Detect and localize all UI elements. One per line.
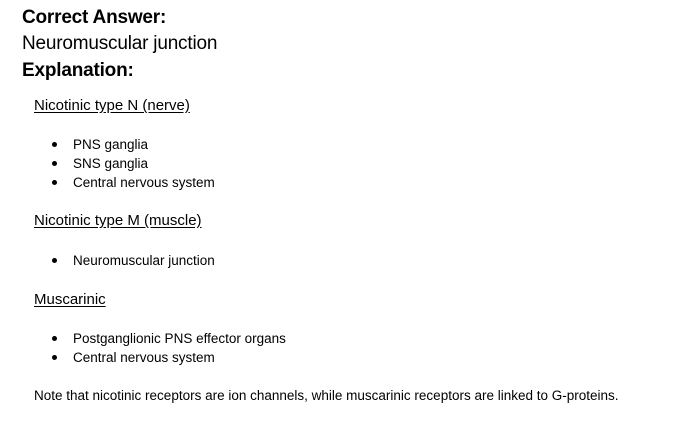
list-item [34,348,286,367]
bullet-list-muscarinic [34,329,286,367]
section-heading-nicotinic-n: Nicotinic type N (nerve) [34,97,190,114]
list-item-text: Neuromuscular junction [73,253,215,268]
bullet-icon [52,336,57,341]
section-heading-muscarinic: Muscarinic [34,291,106,308]
bullet-list-nicotinic-m [34,251,215,270]
bullet-icon [52,161,57,166]
section-heading-nicotinic-m: Nicotinic type M (muscle) [34,212,202,229]
list-item [34,329,286,348]
list-item [34,154,215,173]
list-item [34,135,215,154]
bullet-icon [52,258,57,263]
bullet-icon [52,142,57,147]
list-item [34,173,215,192]
correct-answer-heading: Correct Answer: [22,7,167,28]
bullet-list-nicotinic-n [34,135,215,192]
bullet-icon [52,180,57,185]
explanation-heading: Explanation: [22,60,134,81]
list-item [34,251,215,270]
list-item-text: Postganglionic PNS effector organs [73,331,286,346]
list-item-text: SNS ganglia [73,156,149,171]
list-item-text: PNS ganglia [73,137,149,152]
list-item-text: Central nervous system [73,350,215,365]
list-item-text: Central nervous system [73,175,215,190]
correct-answer-text: Neuromuscular junction [22,33,218,54]
bullet-icon [52,355,57,360]
note-text: Note that nicotinic receptors are ion channels, while muscarinic receptors are linked to G-proteins. [34,388,619,403]
